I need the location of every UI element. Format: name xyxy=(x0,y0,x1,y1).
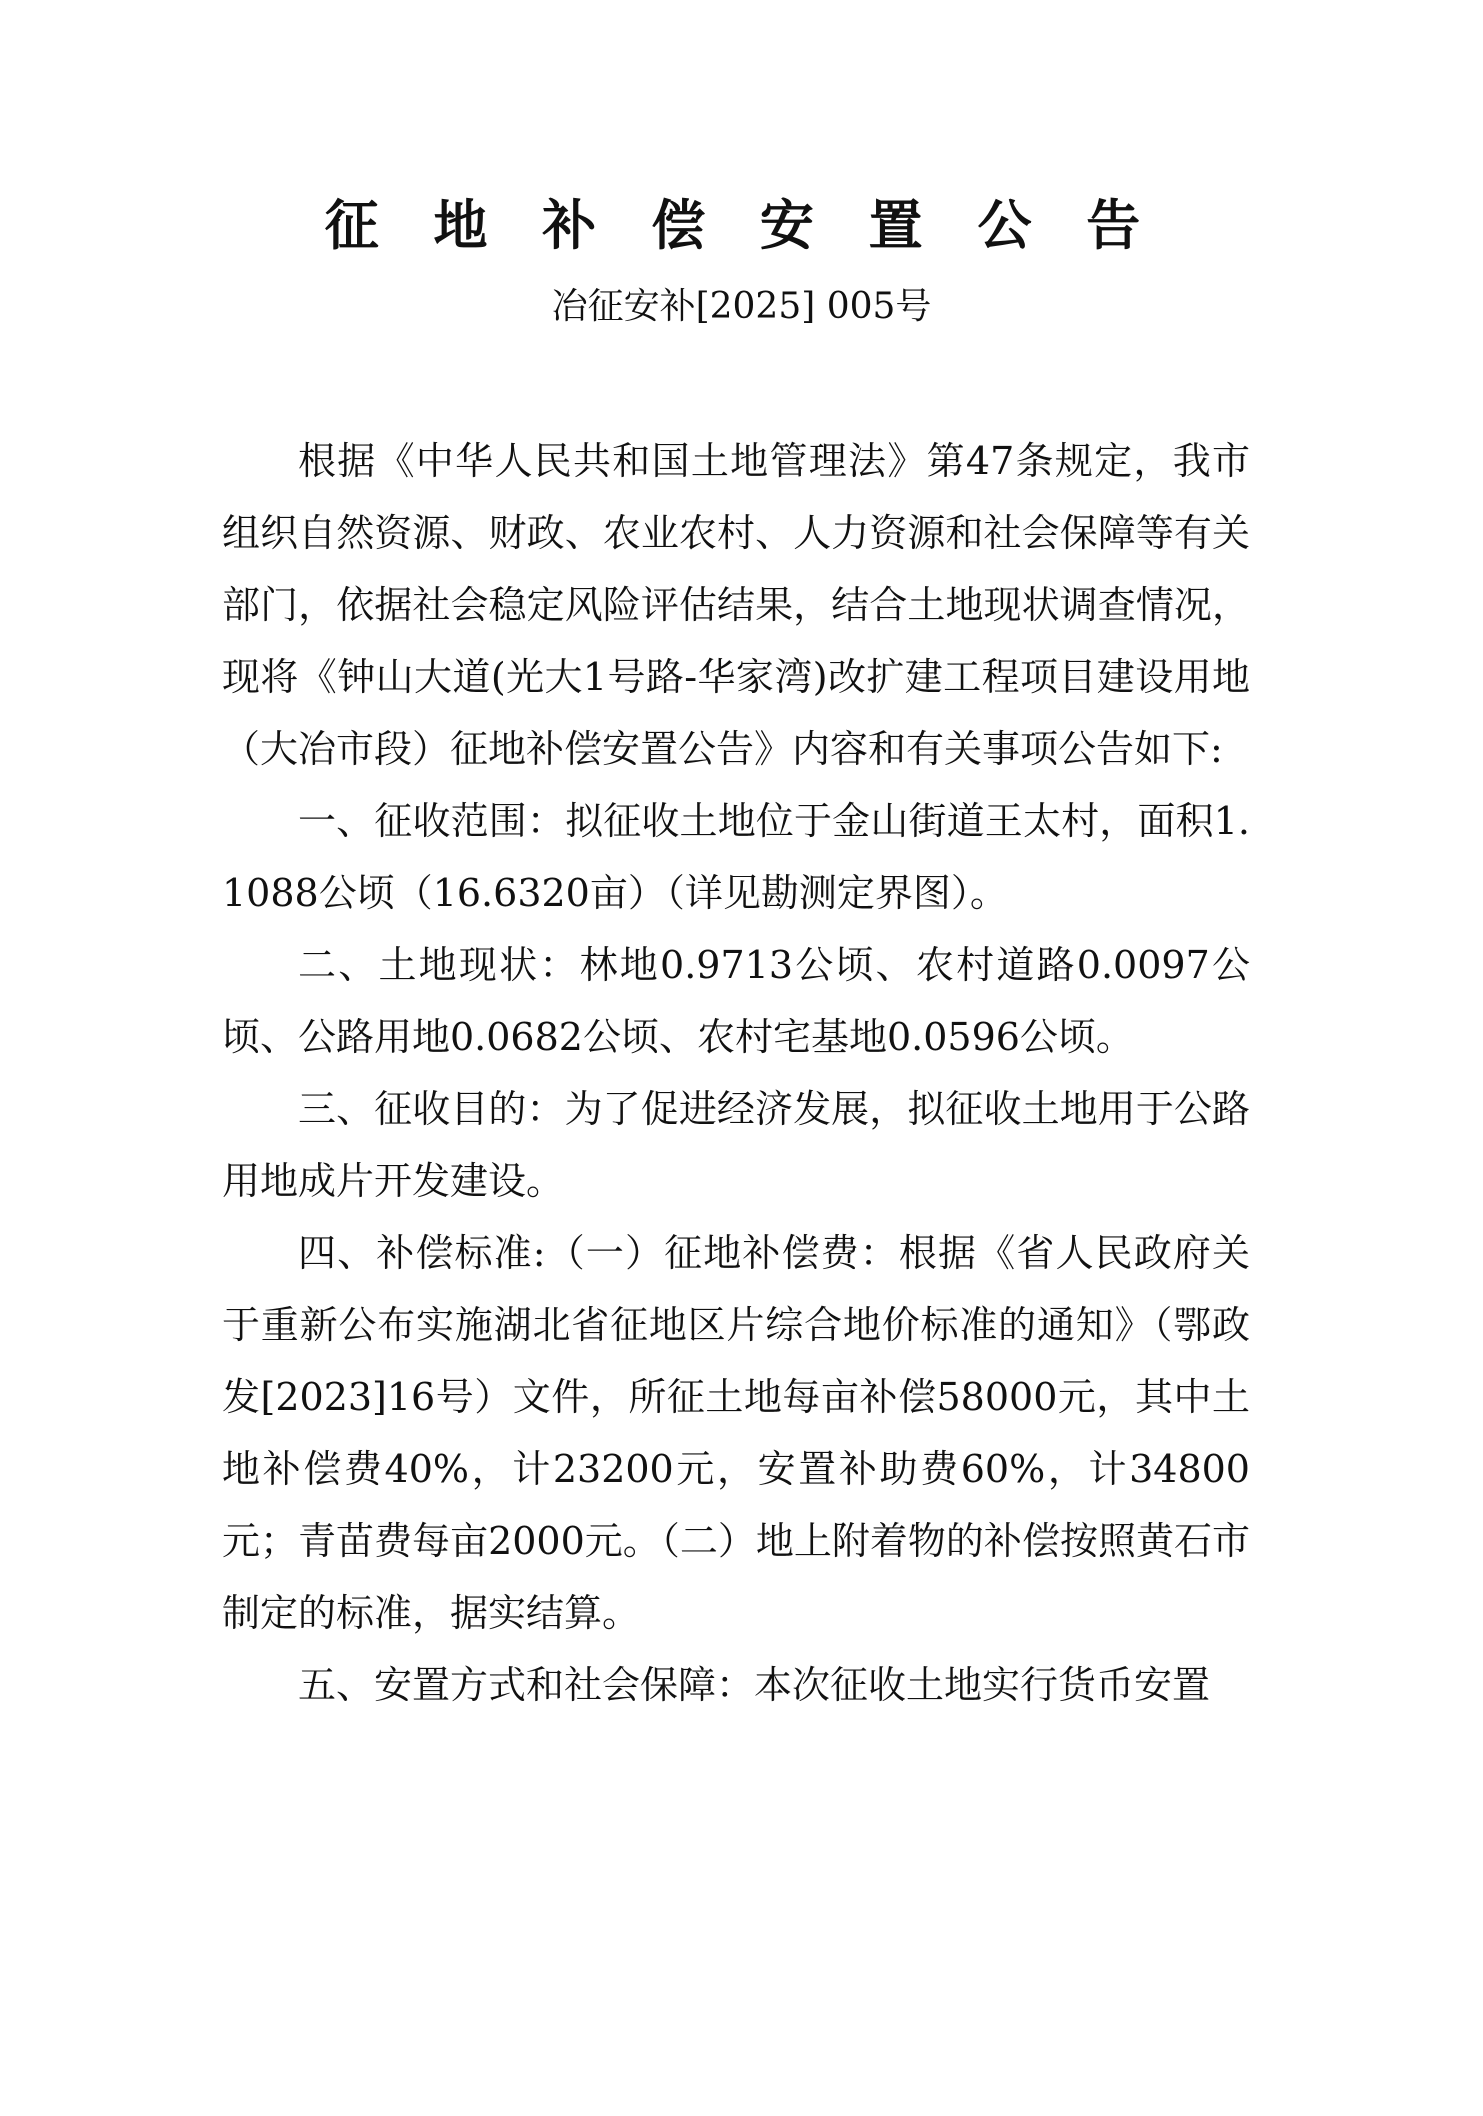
paragraph-land-status: 二、土地现状：林地0.9713公顷、农村道路0.0097公顷、公路用地0.0682公顷、农村宅基地0.0596公顷。 xyxy=(222,943,1250,1059)
document-title: 征 地 补 偿 安 置 公 告 xyxy=(324,194,1159,257)
paragraph-scope: 一、征收范围：拟征收土地位于金山街道王太村，面积1.1088公顷（16.6320亩）（详见勘测定界图）。 xyxy=(222,799,1250,915)
paragraph-purpose: 三、征收目的：为了促进经济发展，拟征收土地用于公路用地成片开发建设。 xyxy=(222,1087,1250,1203)
document-number: 冶征安补[2025] 005号 xyxy=(551,286,932,327)
document-body xyxy=(222,425,1250,1721)
paragraph-resettlement: 五、安置方式和社会保障：本次征收土地实行货币安置 xyxy=(298,1663,1211,1707)
paragraph-intro: 根据《中华人民共和国土地管理法》第47条规定，我市组织自然资源、财政、农业农村、人力资源和社会保障等有关部门，依据社会稳定风险评估结果，结合土地现状调查情况，现将《钟山大道(光大1号路-华家湾)改扩建工程项目建设用地（大冶市段）征地补偿安置公告》内容和有关事项公告如下: xyxy=(222,439,1250,771)
paragraph-compensation-standard: 四、补偿标准:（一）征地补偿费：根据《省人民政府关于重新公布实施湖北省征地区片综合地价标准的通知》（鄂政发[2023]16号）文件，所征土地每亩补偿58000元，其中土地补偿费40%，计23200元，安置补助费60%，计34800元；青苗费每亩2000元。（二）地上附着物的补偿按照黄石市制定的标准，据实结算。 xyxy=(222,1231,1250,1635)
